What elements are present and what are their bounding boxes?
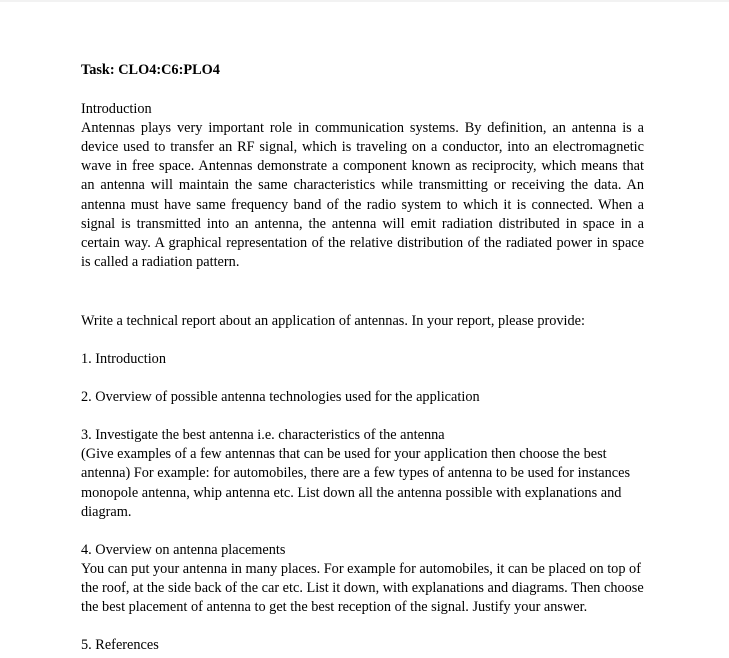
list-item-title: 3. Investigate the best antenna i.e. characteristics of the antenna [81, 427, 445, 444]
list-item-placements [81, 541, 644, 617]
list-item-technologies [81, 388, 644, 407]
introduction-body: Antennas plays very important role in communication systems. By definition, an antenna is a device used to transfer an RF signal, which is traveling on a conductor, into an electromagnetic wave in free space. Antennas demonstrate a component known as reciprocity, which means that an antenna will maintain the same characteristics while transmitting or receiving the data. An antenna must have same frequency band of the radio system to which it is connected. When a signal is transmitted into an antenna, the antenna will emit radiation distributed in space in a certain way. A graphical representation of the relative distribution of the radiated power in space is called a radiation pattern. [81, 120, 644, 270]
list-item-title: 5. References [81, 637, 159, 654]
list-item-introduction [81, 350, 644, 369]
report-prompt: Write a technical report about an application of antennas. In your report, please provide: [81, 312, 585, 329]
list-item-body: (Give examples of a few antennas that can be used for your application then choose the best antenna) For example: for automobiles, there are a few types of antenna to be used for instances monopole antenna, whip antenna etc. List down all the antenna possible with explanations and diagram. [81, 446, 631, 520]
document-content [81, 61, 644, 655]
task-title: Task: CLO4:C6:PLO4 [81, 62, 220, 78]
list-item-body: You can put your antenna in many places. For example for automobiles, it can be placed on top of the roof, at the side back of the car etc. List it down, with explanations and diagrams. Then choose the best placement of antenna to get the best reception of the signal. Justify your answer. [81, 560, 644, 615]
list-item-title: 2. Overview of possible antenna technologies used for the application [81, 389, 480, 406]
introduction-heading: Introduction [81, 101, 152, 118]
list-item-references [81, 636, 644, 655]
list-item-title: 1. Introduction [81, 351, 166, 368]
list-item-title: 4. Overview on antenna placements [81, 541, 286, 558]
list-item-best-antenna [81, 426, 644, 521]
page-top-edge [0, 0, 729, 2]
